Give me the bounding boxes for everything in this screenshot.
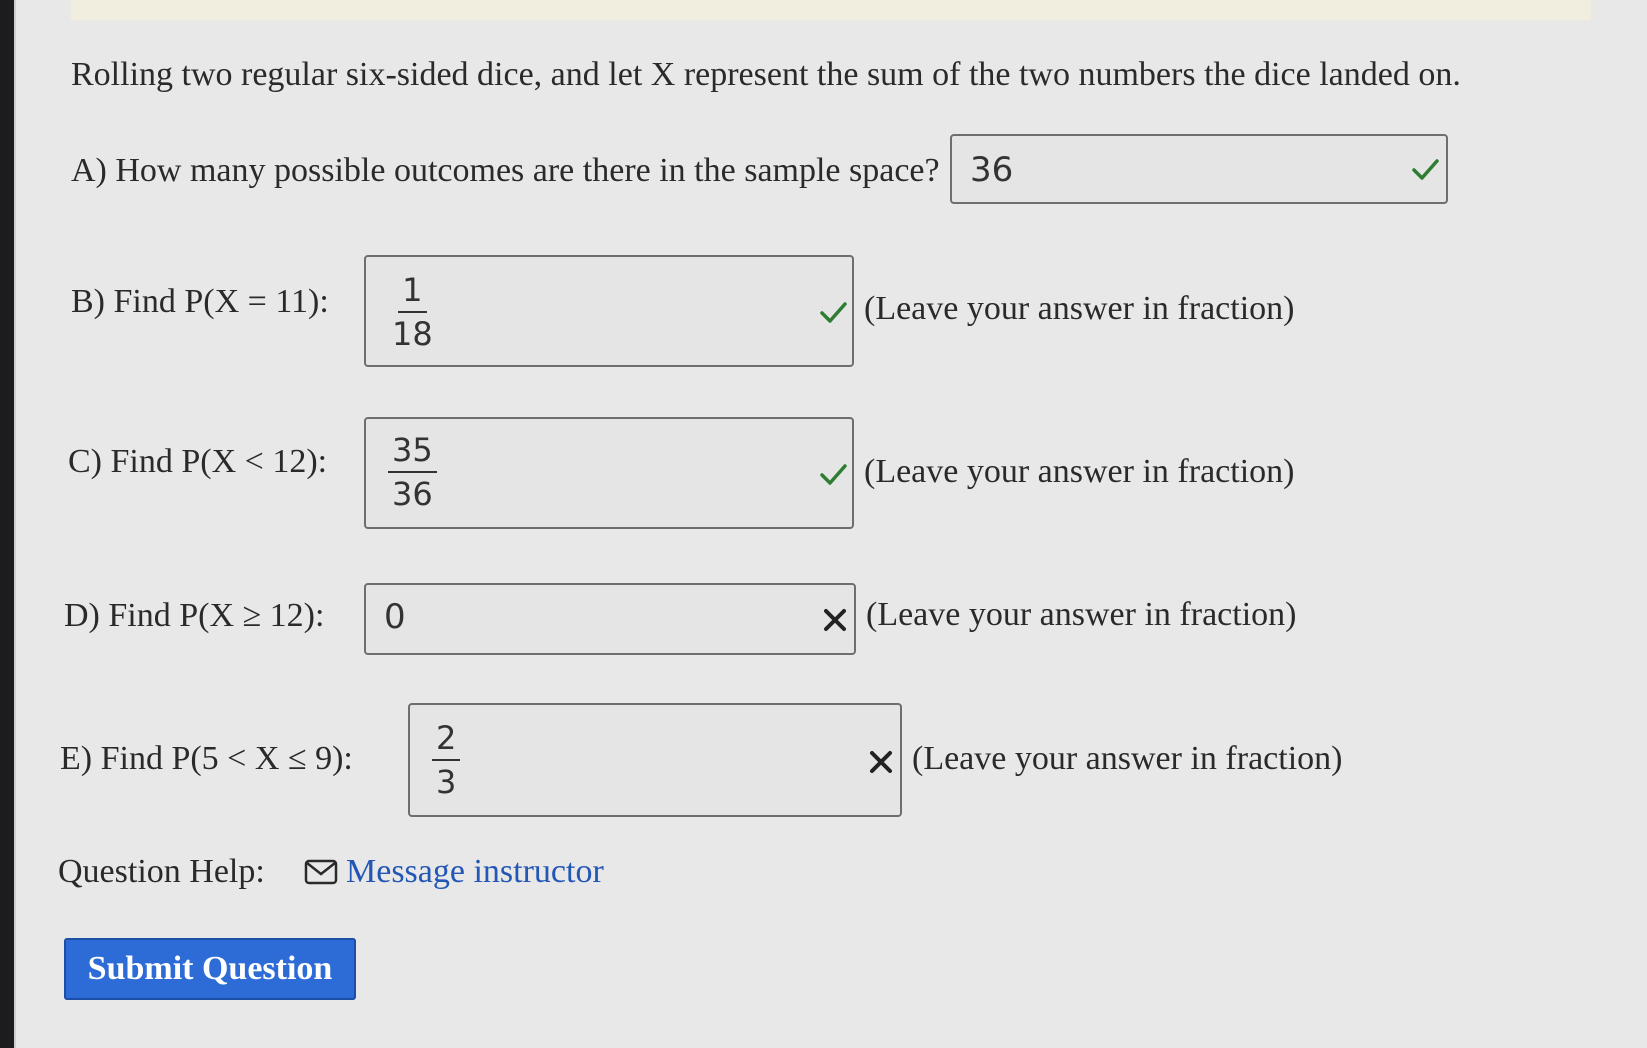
top-strip (71, 0, 1591, 20)
part-e-denominator: 3 (436, 763, 457, 801)
submit-question-button[interactable]: Submit Question (64, 938, 356, 1000)
part-b-label: B) Find P(X = 11): (71, 283, 329, 320)
part-a-label: A) How many possible outcomes are there in the sample space? (71, 152, 940, 189)
question-help-label: Question Help: (58, 853, 265, 890)
part-a-answer-value: 36 (970, 150, 1014, 190)
part-d-answer-value: 0 (384, 597, 406, 637)
part-e-numerator: 2 (432, 719, 460, 761)
part-b-denominator: 18 (392, 315, 433, 353)
part-b-numerator: 1 (398, 271, 426, 313)
part-d-answer-input[interactable] (364, 583, 856, 655)
part-c-fraction (388, 431, 437, 513)
part-d-hint: (Leave your answer in fraction) (866, 596, 1297, 633)
check-icon (818, 459, 848, 489)
part-d-label: D) Find P(X ≥ 12): (64, 597, 325, 634)
part-c-denominator: 36 (392, 475, 433, 513)
x-mark-icon (866, 747, 896, 777)
question-intro: Rolling two regular six-sided dice, and let X represent the sum of the two numbers the dice landed on. (71, 56, 1461, 93)
part-b-fraction (388, 271, 437, 353)
part-b-hint: (Leave your answer in fraction) (864, 290, 1295, 327)
message-instructor-label: Message instructor (346, 853, 604, 890)
envelope-icon (304, 859, 338, 885)
screen (14, 0, 1647, 1048)
check-icon (1410, 154, 1440, 184)
part-c-label: C) Find P(X < 12): (68, 443, 328, 480)
part-e-label: E) Find P(5 < X ≤ 9): (60, 740, 353, 777)
check-icon (818, 297, 848, 327)
part-c-answer-input[interactable] (364, 417, 854, 529)
part-e-hint: (Leave your answer in fraction) (912, 740, 1343, 777)
part-b-answer-input[interactable] (364, 255, 854, 367)
x-mark-icon (820, 605, 850, 635)
part-c-hint: (Leave your answer in fraction) (864, 453, 1295, 490)
message-instructor-link[interactable] (304, 853, 604, 891)
part-e-answer-input[interactable] (408, 703, 902, 817)
part-c-numerator: 35 (388, 431, 437, 473)
part-a-answer-input[interactable] (950, 134, 1448, 204)
part-e-fraction (432, 719, 460, 801)
